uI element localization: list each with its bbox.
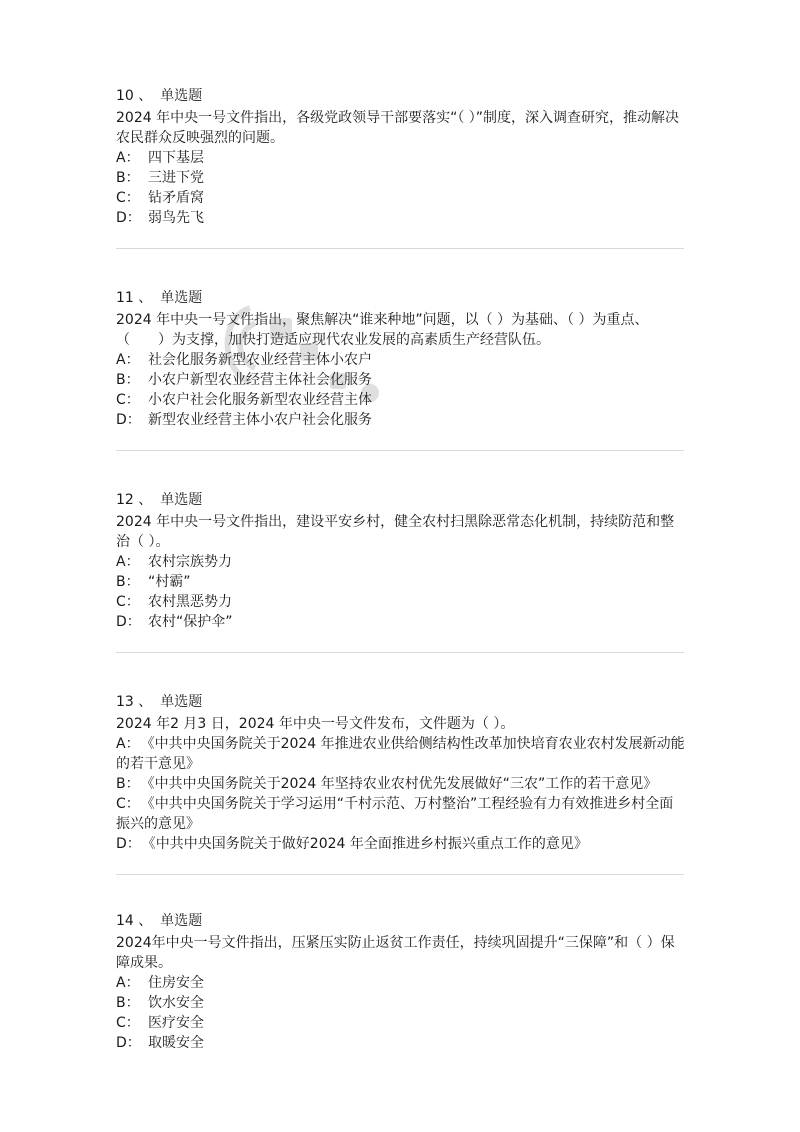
option-letter: C： bbox=[116, 190, 140, 206]
option-d bbox=[116, 208, 686, 228]
option-letter: D： bbox=[116, 614, 141, 630]
option-list bbox=[116, 734, 686, 854]
option-letter: C： bbox=[116, 392, 140, 408]
option-letter: B： bbox=[116, 372, 140, 388]
question-type: 单选题 bbox=[160, 290, 203, 306]
option-letter: C： bbox=[116, 594, 140, 610]
option-letter: A： bbox=[116, 736, 140, 752]
option-letter: B： bbox=[116, 995, 140, 1011]
question-header bbox=[116, 288, 686, 308]
question-header bbox=[116, 911, 686, 931]
option-c bbox=[116, 592, 686, 612]
option-text: 钻矛盾窝 bbox=[148, 190, 204, 206]
question-divider bbox=[116, 248, 684, 249]
question-number: 12 、 bbox=[116, 492, 153, 508]
option-text: 农村“保护伞” bbox=[148, 614, 233, 630]
option-text: 《中共中央国务院关于做好2024 年全面推进乡村振兴重点工作的意见》 bbox=[148, 836, 588, 852]
option-c bbox=[116, 390, 686, 410]
option-d bbox=[116, 1033, 686, 1053]
option-d bbox=[116, 612, 686, 632]
option-text: 取暖安全 bbox=[148, 1035, 204, 1051]
question-header bbox=[116, 692, 686, 712]
option-letter: D： bbox=[116, 1035, 141, 1051]
option-text: 新型农业经营主体小农户社会化服务 bbox=[148, 412, 372, 428]
question-14 bbox=[116, 911, 686, 1053]
option-text: 饮水安全 bbox=[148, 995, 204, 1011]
question-type: 单选题 bbox=[160, 913, 203, 929]
option-d bbox=[116, 834, 686, 854]
option-list bbox=[116, 552, 686, 632]
question-stem: 2024 年中央一号文件指出，建设平安乡村，健全农村扫黑除恶常态化机制，持续防范和整治（ ）。 bbox=[116, 514, 675, 550]
question-number: 14 、 bbox=[116, 913, 153, 929]
option-text: 弱鸟先飞 bbox=[148, 210, 204, 226]
option-list bbox=[116, 350, 686, 430]
option-d bbox=[116, 410, 686, 430]
question-type: 单选题 bbox=[160, 694, 203, 710]
option-text: “村霸” bbox=[148, 574, 191, 590]
option-text: 住房安全 bbox=[148, 975, 204, 991]
option-text: 《中共中央国务院关于学习运用“千村示范、万村整治”工程经验有力有效推进乡村全面振兴的意见》 bbox=[116, 796, 674, 832]
option-text: 农村黑恶势力 bbox=[148, 594, 232, 610]
question-stem: 2024 年中央一号文件指出，各级党政领导干部要落实“（ ）”制度，深入调查研究，推动解决农民群众反映强烈的问题。 bbox=[116, 110, 680, 146]
question-13 bbox=[116, 692, 686, 854]
question-10 bbox=[116, 86, 686, 228]
option-letter: A： bbox=[116, 352, 140, 368]
option-text: 医疗安全 bbox=[148, 1015, 204, 1031]
question-divider bbox=[116, 450, 684, 451]
option-b bbox=[116, 993, 686, 1013]
question-12 bbox=[116, 490, 686, 632]
option-c bbox=[116, 188, 686, 208]
question-list bbox=[116, 86, 686, 1053]
option-a bbox=[116, 552, 686, 572]
option-text: 小农户新型农业经营主体社会化服务 bbox=[148, 372, 372, 388]
question-number: 13 、 bbox=[116, 694, 153, 710]
option-letter: B： bbox=[116, 574, 140, 590]
option-a bbox=[116, 350, 686, 370]
question-stem: 2024 年中央一号文件指出，聚焦解决“谁来种地”问题，以（ ）为基础、（ ）为重点、（ ）为支撑，加快打造适应现代农业发展的高素质生产经营队伍。 bbox=[116, 312, 649, 348]
question-header bbox=[116, 490, 686, 510]
question-number: 10 、 bbox=[116, 88, 153, 104]
option-letter: B： bbox=[116, 170, 140, 186]
option-b bbox=[116, 572, 686, 592]
option-text: 《中共中央国务院关于2024 年坚持农业农村优先发展做好“三农”工作的若干意见》 bbox=[147, 776, 658, 792]
question-11 bbox=[116, 288, 686, 430]
question-divider bbox=[116, 874, 684, 875]
option-letter: C： bbox=[116, 1015, 140, 1031]
option-letter: C： bbox=[116, 796, 140, 812]
option-letter: D： bbox=[116, 412, 141, 428]
question-stem: 2024 年2 月3 日，2024 年中央一号文件发布，文件题为（ ）。 bbox=[116, 716, 515, 732]
question-type: 单选题 bbox=[160, 492, 203, 508]
option-b bbox=[116, 774, 686, 794]
question-header bbox=[116, 86, 686, 106]
option-list bbox=[116, 148, 686, 228]
option-text: 农村宗族势力 bbox=[148, 554, 232, 570]
option-letter: A： bbox=[116, 150, 140, 166]
option-text: 小农户社会化服务新型农业经营主体 bbox=[148, 392, 372, 408]
option-letter: B： bbox=[116, 776, 140, 792]
option-text: 《中共中央国务院关于2024 年推进农业供给侧结构性改革加快培育农业农村发展新动能的若干意见》 bbox=[116, 736, 685, 772]
option-a bbox=[116, 734, 686, 774]
option-a bbox=[116, 148, 686, 168]
question-type: 单选题 bbox=[160, 88, 203, 104]
question-divider bbox=[116, 652, 684, 653]
option-list bbox=[116, 973, 686, 1053]
option-letter: A： bbox=[116, 975, 140, 991]
option-text: 社会化服务新型农业经营主体小农户 bbox=[148, 352, 372, 368]
option-text: 三进下党 bbox=[148, 170, 204, 186]
option-letter: D： bbox=[116, 210, 141, 226]
option-letter: A： bbox=[116, 554, 140, 570]
option-text: 四下基层 bbox=[148, 150, 204, 166]
option-c bbox=[116, 1013, 686, 1033]
option-b bbox=[116, 168, 686, 188]
question-number: 11 、 bbox=[116, 290, 153, 306]
question-stem: 2024年中央一号文件指出，压紧压实防止返贫工作责任，持续巩固提升“三保障”和（ ）保障成果。 bbox=[116, 935, 675, 971]
option-b bbox=[116, 370, 686, 390]
option-c bbox=[116, 794, 686, 834]
option-letter: D： bbox=[116, 836, 141, 852]
option-a bbox=[116, 973, 686, 993]
